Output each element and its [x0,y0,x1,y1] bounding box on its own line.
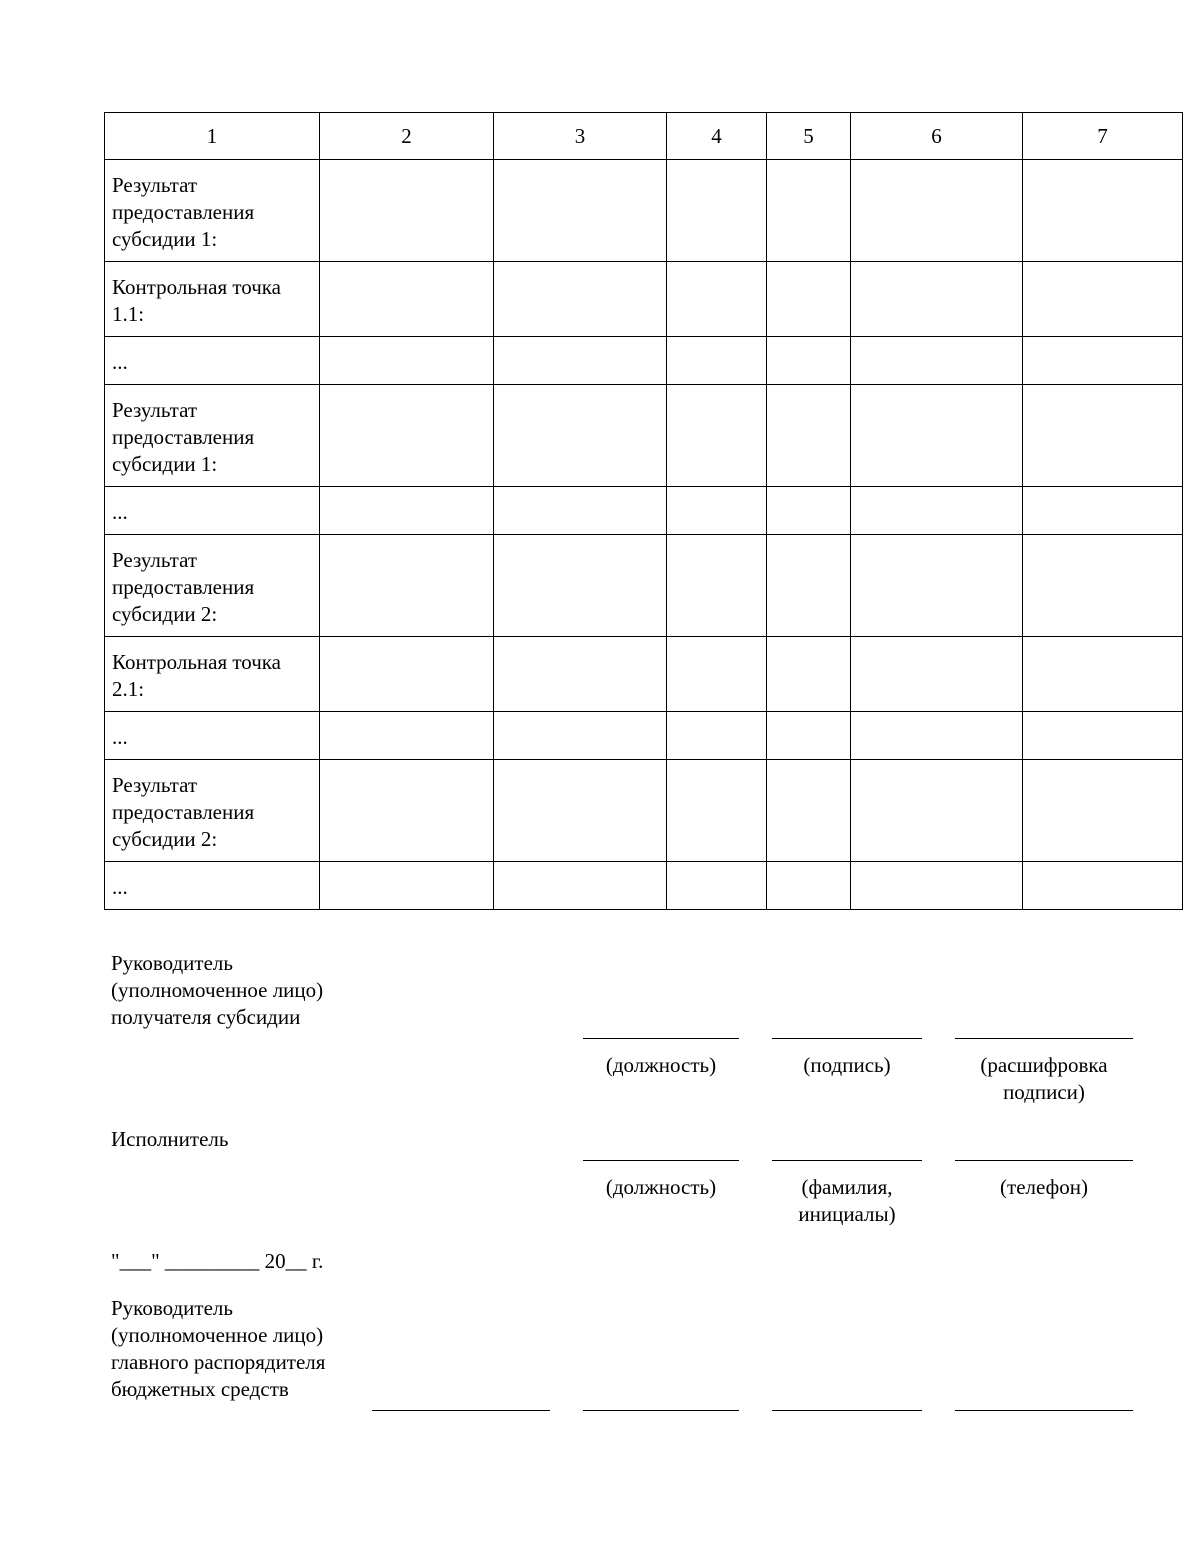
executor-name-line [772,1160,922,1161]
caption-decoding: (расшифровка подписи) [980,1053,1108,1104]
table-cell [667,862,767,910]
table-cell [1023,637,1183,712]
table-cell [767,712,851,760]
row-label: Контрольная точка 2.1: [105,637,320,712]
table-cell [494,160,667,262]
table-cell [851,262,1023,337]
table-cell [494,262,667,337]
chief-position-line [372,1410,550,1411]
table-cell [320,385,494,487]
table-cell [667,712,767,760]
column-header: 7 [1023,113,1183,160]
row-label: Результат предоставления субсидии 1: [105,160,320,262]
table-cell [851,862,1023,910]
table-cell [851,712,1023,760]
report-table [104,112,1183,910]
table-cell [851,760,1023,862]
table-cell [494,712,667,760]
table-cell [494,637,667,712]
table-cell [320,712,494,760]
table-cell [767,487,851,535]
caption-position-executor: (должность) [605,1175,717,1199]
table-row [105,760,1183,862]
caption-signature: (подпись) [803,1053,891,1077]
column-header: 5 [767,113,851,160]
table-cell [1023,385,1183,487]
table-cell [667,160,767,262]
column-header: 6 [851,113,1023,160]
executor-phone-line [955,1160,1133,1161]
table-cell [851,535,1023,637]
table-cell [494,385,667,487]
table-cell [767,160,851,262]
table-cell [494,337,667,385]
date-line: "___" _________ 20__ г. [111,1249,324,1273]
column-header: 4 [667,113,767,160]
table-cell [320,535,494,637]
row-label: ... [105,862,320,910]
table-cell [667,487,767,535]
table-cell [320,760,494,862]
decoding-signature-line [955,1038,1133,1039]
table-cell [667,760,767,862]
table-cell [667,637,767,712]
table-cell [1023,712,1183,760]
table-row [105,637,1183,712]
table-row [105,712,1183,760]
table-cell [767,535,851,637]
signature-line [772,1038,922,1039]
position-signature-line [583,1038,739,1039]
row-label: ... [105,487,320,535]
row-label: Результат предоставления субсидии 1: [105,385,320,487]
row-label: ... [105,712,320,760]
table-cell [494,862,667,910]
chief-name-line [772,1410,922,1411]
table-cell [320,487,494,535]
caption-phone: (телефон) [1000,1175,1088,1199]
table-cell [851,487,1023,535]
chief-extra-line [955,1410,1133,1411]
table-cell [767,760,851,862]
recipient-head-label: Руководитель (уполномоченное лицо) получателя субсидии [111,951,324,1029]
column-header: 1 [105,113,320,160]
table-cell [667,535,767,637]
table-cell [494,760,667,862]
caption-name: (фамилия, инициалы) [798,1175,896,1226]
row-label: ... [105,337,320,385]
executor-label: Исполнитель [111,1127,229,1151]
table-cell [767,262,851,337]
table-cell [851,160,1023,262]
table-cell [667,337,767,385]
chief-signature-line [583,1410,739,1411]
table-cell [1023,760,1183,862]
column-header: 3 [494,113,667,160]
executor-position-line [583,1160,739,1161]
chief-head-label: Руководитель (уполномоченное лицо) главного распорядителя бюджетных средств [111,1296,326,1401]
table-cell [767,862,851,910]
table-cell [1023,862,1183,910]
table-cell [1023,337,1183,385]
table-row [105,487,1183,535]
caption-position: (должность) [605,1053,717,1077]
row-label: Результат предоставления субсидии 2: [105,760,320,862]
table-cell [667,385,767,487]
table-cell [667,262,767,337]
table-row [105,535,1183,637]
table-cell [851,385,1023,487]
table-cell [767,637,851,712]
table-cell [1023,487,1183,535]
table-row [105,262,1183,337]
table-cell [494,487,667,535]
table-cell [1023,160,1183,262]
table-cell [1023,262,1183,337]
table-row [105,385,1183,487]
table-cell [851,337,1023,385]
table-cell [320,637,494,712]
table-cell [494,535,667,637]
column-header: 2 [320,113,494,160]
table-header-row [105,113,1183,160]
table-cell [320,337,494,385]
row-label: Результат предоставления субсидии 2: [105,535,320,637]
table-cell [320,160,494,262]
table-row [105,862,1183,910]
table-cell [767,337,851,385]
table-row [105,160,1183,262]
table-cell [851,637,1023,712]
table-row [105,337,1183,385]
row-label: Контрольная точка 1.1: [105,262,320,337]
table-cell [767,385,851,487]
table-cell [320,862,494,910]
table-cell [320,262,494,337]
table-cell [1023,535,1183,637]
